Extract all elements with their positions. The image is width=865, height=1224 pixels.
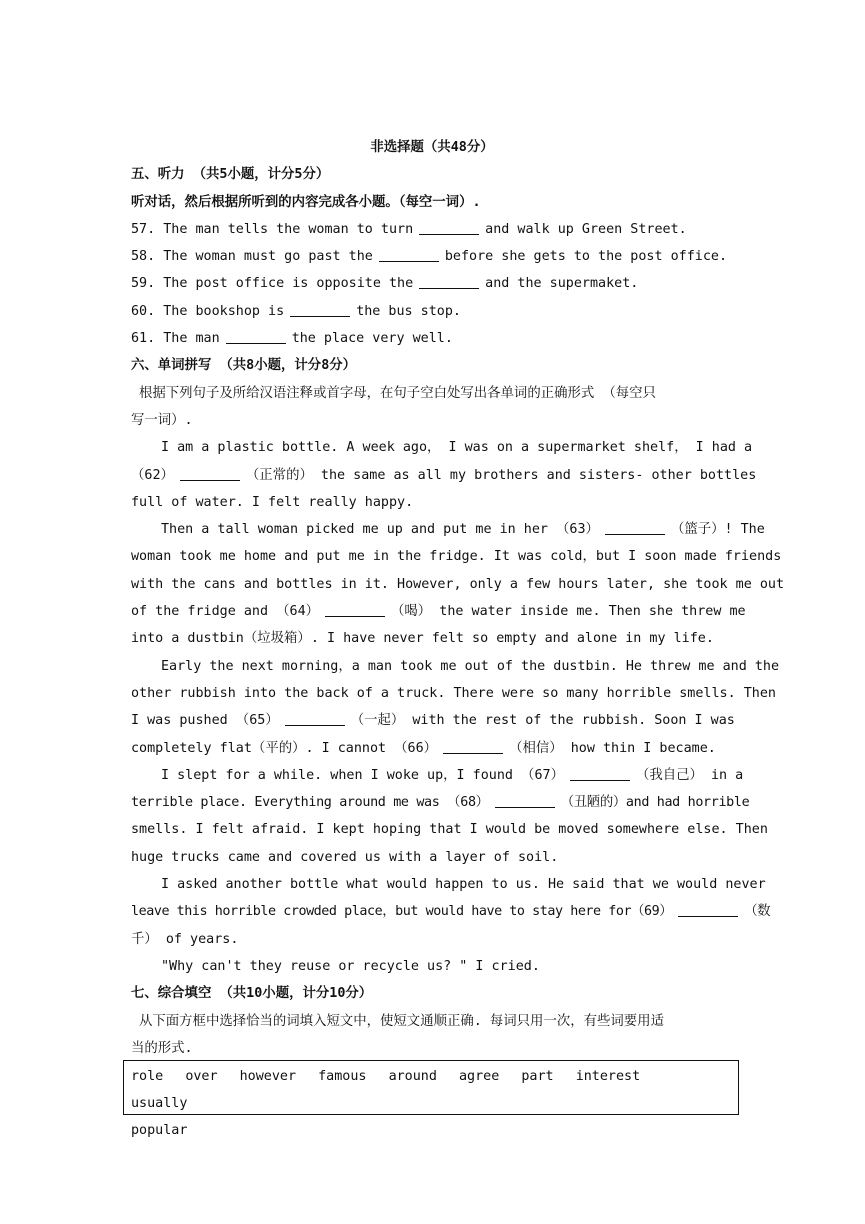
word-bank-item: famous bbox=[318, 1069, 367, 1084]
part6-heading: 六、单词拼写 （共8小题，计分8分） bbox=[131, 358, 357, 374]
word-bank-item: role bbox=[131, 1069, 164, 1084]
part7-instruction-1: 从下面方框中选择恰当的词填入短文中，使短文通顺正确. 每词只用一次，有些词要用适 bbox=[139, 1013, 664, 1029]
exam-page bbox=[131, 134, 785, 1062]
question-60: 60. The bookshop is the bus stop. bbox=[131, 303, 461, 319]
section-title: 非选择题（共48分） bbox=[370, 140, 494, 155]
answer-blank-63[interactable] bbox=[605, 533, 665, 535]
question-61: 61. The man the place very well. bbox=[131, 331, 453, 347]
passage-line: I asked another bottle what would happen to us. He said that we would never bbox=[161, 877, 766, 893]
word-bank-item: usually bbox=[131, 1096, 188, 1111]
answer-blank-69[interactable] bbox=[678, 915, 738, 917]
word-bank-item: popular bbox=[131, 1123, 188, 1138]
word-bank-box bbox=[123, 1060, 739, 1138]
part7-instruction-2: 当的形式. bbox=[131, 1040, 193, 1056]
word-bank-item: part bbox=[521, 1069, 554, 1084]
passage-line: full of water. I felt really happy. bbox=[131, 494, 414, 510]
word-bank-item: over bbox=[185, 1069, 218, 1084]
question-57: 57. The man tells the woman to turn and walk up Green Street. bbox=[131, 221, 687, 237]
passage-line: completely flat（平的）. I cannot （66） （相信） how thin I became. bbox=[131, 740, 716, 756]
question-59: 59. The post office is opposite the and the supermaket. bbox=[131, 276, 639, 292]
word-bank-item: agree bbox=[459, 1069, 500, 1084]
passage-line: terrible place. Everything around me was （68） （丑陋的）and had horrible bbox=[131, 795, 750, 811]
part5-instruction: 听对话，然后根据所听到的内容完成各小题。（每空一词）. bbox=[131, 194, 481, 210]
passage-line: I slept for a while. when I woke up，I found （67） （我自己） in a bbox=[161, 767, 744, 783]
word-bank-item: however bbox=[239, 1069, 297, 1084]
passage-line: with the cans and bottles in it. However, only a few hours later, she took me out bbox=[131, 576, 785, 592]
passage-line: Then a tall woman picked me up and put me in her （63） （篮子）! The bbox=[161, 522, 765, 538]
answer-blank-67[interactable] bbox=[570, 779, 630, 781]
part5-heading: 五、听力 （共5小题，计分5分） bbox=[131, 167, 330, 183]
passage-line: woman took me home and put me in the fridge. It was cold，but I soon made friends bbox=[131, 549, 782, 565]
part6-instruction-1: 根据下列句子及所给汉语注释或首字母，在句子空白处写出各单词的正确形式 （每空只 bbox=[139, 385, 656, 401]
question-58: 58. The woman must go past the before she gets to the post office. bbox=[131, 249, 728, 265]
answer-blank-59[interactable] bbox=[419, 287, 479, 289]
passage-line: huge trucks came and covered us with a layer of soil. bbox=[131, 849, 559, 865]
answer-blank-58[interactable] bbox=[379, 260, 439, 262]
answer-blank-68[interactable] bbox=[495, 806, 555, 808]
passage-line: of the fridge and （64） （喝） the water inside me. Then she threw me bbox=[131, 604, 746, 620]
word-bank-item: interest bbox=[575, 1069, 641, 1084]
passage-line: smells. I felt afraid. I kept hoping that I would be moved somewhere else. Then bbox=[131, 822, 768, 838]
passage-line: leave this horrible crowded place，but would have to stay here for（69） （数 bbox=[131, 904, 771, 920]
answer-blank-66[interactable] bbox=[443, 752, 503, 754]
word-bank-item: around bbox=[388, 1069, 437, 1084]
answer-blank-62[interactable] bbox=[180, 479, 240, 481]
answer-blank-65[interactable] bbox=[285, 724, 345, 726]
passage-line: other rubbish into the back of a truck. There were so many horrible smells. Then bbox=[131, 685, 776, 701]
passage-line: "Why can't they reuse or recycle us? " I cried. bbox=[161, 958, 540, 974]
passage-line: into a dustbin（垃圾箱）. I have never felt so empty and alone in my life. bbox=[131, 631, 714, 647]
passage-line: 千） of years. bbox=[131, 931, 239, 947]
passage-line: I was pushed （65） （一起） with the rest of the rubbish. Soon I was bbox=[131, 713, 735, 729]
part6-instruction-2: 写一词）. bbox=[131, 412, 193, 428]
answer-blank-64[interactable] bbox=[325, 615, 385, 617]
passage-line: Early the next morning，a man took me out of the dustbin. He threw me and the bbox=[161, 658, 780, 674]
part7-heading: 七、综合填空 （共10小题，计分10分） bbox=[131, 986, 373, 1002]
answer-blank-61[interactable] bbox=[226, 342, 286, 344]
passage-line: I am a plastic bottle. A week ago， I was on a supermarket shelf， I had a bbox=[161, 440, 753, 456]
answer-blank-60[interactable] bbox=[290, 315, 350, 317]
answer-blank-57[interactable] bbox=[419, 233, 479, 235]
passage-line: （62） （正常的） the same as all my brothers and sisters- other bottles bbox=[131, 467, 757, 483]
